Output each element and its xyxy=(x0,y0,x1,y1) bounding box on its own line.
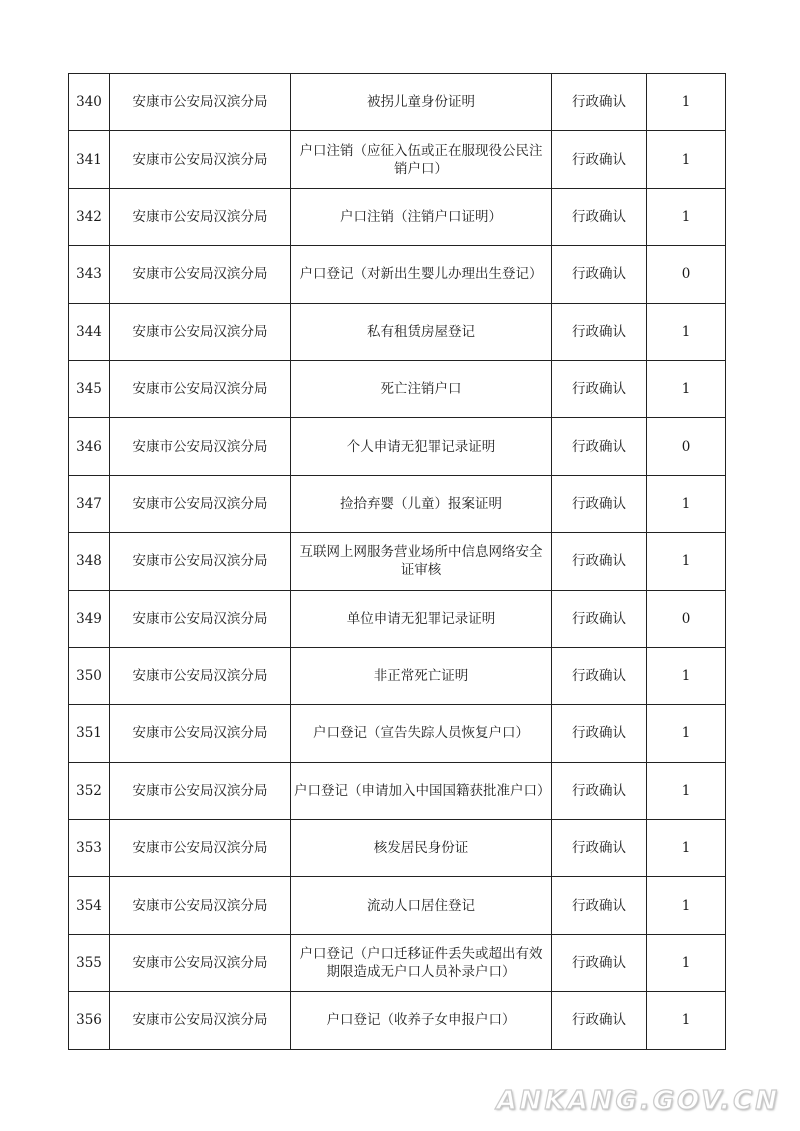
item-name-cell: 单位申请无犯罪记录证明 xyxy=(291,590,552,647)
department-cell: 安康市公安局汉滨分局 xyxy=(110,475,291,532)
item-name-cell: 户口注销（注销户口证明） xyxy=(291,188,552,245)
item-name-cell: 户口登记（户口迁移证件丢失或超出有效期限造成无户口人员补录户口） xyxy=(291,934,552,991)
count-cell: 1 xyxy=(647,877,726,934)
department-cell: 安康市公安局汉滨分局 xyxy=(110,418,291,475)
count-cell: 1 xyxy=(647,74,726,131)
count-cell: 0 xyxy=(647,590,726,647)
item-type-cell: 行政确认 xyxy=(552,877,647,934)
count-cell: 1 xyxy=(647,131,726,188)
count-cell: 1 xyxy=(647,992,726,1049)
count-cell: 1 xyxy=(647,303,726,360)
row-number-cell: 342 xyxy=(69,188,110,245)
item-name-cell: 死亡注销户口 xyxy=(291,360,552,417)
department-cell: 安康市公安局汉滨分局 xyxy=(110,705,291,762)
table-row xyxy=(69,188,726,245)
count-cell: 0 xyxy=(647,246,726,303)
row-number-cell: 347 xyxy=(69,475,110,532)
row-number-cell: 343 xyxy=(69,246,110,303)
item-type-cell: 行政确认 xyxy=(552,992,647,1049)
count-cell: 0 xyxy=(647,418,726,475)
item-type-cell: 行政确认 xyxy=(552,647,647,704)
item-type-cell: 行政确认 xyxy=(552,246,647,303)
row-number-cell: 350 xyxy=(69,647,110,704)
item-name-cell: 互联网上网服务营业场所中信息网络安全证审核 xyxy=(291,533,552,590)
item-type-cell: 行政确认 xyxy=(552,303,647,360)
row-number-cell: 345 xyxy=(69,360,110,417)
item-name-cell: 个人申请无犯罪记录证明 xyxy=(291,418,552,475)
item-type-cell: 行政确认 xyxy=(552,74,647,131)
item-name-cell: 被拐儿童身份证明 xyxy=(291,74,552,131)
item-name-cell: 非正常死亡证明 xyxy=(291,647,552,704)
department-cell: 安康市公安局汉滨分局 xyxy=(110,246,291,303)
department-cell: 安康市公安局汉滨分局 xyxy=(110,303,291,360)
row-number-cell: 348 xyxy=(69,533,110,590)
table-row xyxy=(69,934,726,991)
item-type-cell: 行政确认 xyxy=(552,418,647,475)
row-number-cell: 355 xyxy=(69,934,110,991)
count-cell: 1 xyxy=(647,705,726,762)
row-number-cell: 346 xyxy=(69,418,110,475)
department-cell: 安康市公安局汉滨分局 xyxy=(110,188,291,245)
item-name-cell: 私有租赁房屋登记 xyxy=(291,303,552,360)
table-row xyxy=(69,762,726,819)
department-cell: 安康市公安局汉滨分局 xyxy=(110,877,291,934)
item-name-cell: 户口注销（应征入伍或正在服现役公民注销户口） xyxy=(291,131,552,188)
table-row xyxy=(69,418,726,475)
count-cell: 1 xyxy=(647,475,726,532)
count-cell: 1 xyxy=(647,533,726,590)
count-cell: 1 xyxy=(647,360,726,417)
count-cell: 1 xyxy=(647,820,726,877)
row-number-cell: 351 xyxy=(69,705,110,762)
item-name-cell: 捡拾弃婴（儿童）报案证明 xyxy=(291,475,552,532)
item-type-cell: 行政确认 xyxy=(552,762,647,819)
table-row xyxy=(69,303,726,360)
table-row xyxy=(69,533,726,590)
table-row xyxy=(69,131,726,188)
department-cell: 安康市公安局汉滨分局 xyxy=(110,590,291,647)
department-cell: 安康市公安局汉滨分局 xyxy=(110,762,291,819)
item-type-cell: 行政确认 xyxy=(552,934,647,991)
table-row xyxy=(69,246,726,303)
item-type-cell: 行政确认 xyxy=(552,360,647,417)
table-row xyxy=(69,647,726,704)
count-cell: 1 xyxy=(647,762,726,819)
table-body xyxy=(69,74,726,1050)
count-cell: 1 xyxy=(647,934,726,991)
table-row xyxy=(69,992,726,1049)
item-type-cell: 行政确认 xyxy=(552,131,647,188)
item-type-cell: 行政确认 xyxy=(552,590,647,647)
department-cell: 安康市公安局汉滨分局 xyxy=(110,360,291,417)
item-name-cell: 户口登记（宣告失踪人员恢复户口） xyxy=(291,705,552,762)
row-number-cell: 354 xyxy=(69,877,110,934)
department-cell: 安康市公安局汉滨分局 xyxy=(110,533,291,590)
table-row xyxy=(69,74,726,131)
row-number-cell: 341 xyxy=(69,131,110,188)
item-name-cell: 户口登记（收养子女申报户口） xyxy=(291,992,552,1049)
row-number-cell: 352 xyxy=(69,762,110,819)
row-number-cell: 340 xyxy=(69,74,110,131)
item-type-cell: 行政确认 xyxy=(552,533,647,590)
table-row xyxy=(69,820,726,877)
table-row xyxy=(69,705,726,762)
count-cell: 1 xyxy=(647,188,726,245)
admin-confirmation-table xyxy=(68,73,726,1050)
row-number-cell: 344 xyxy=(69,303,110,360)
table-row xyxy=(69,475,726,532)
item-name-cell: 户口登记（对新出生婴儿办理出生登记） xyxy=(291,246,552,303)
item-type-cell: 行政确认 xyxy=(552,705,647,762)
department-cell: 安康市公安局汉滨分局 xyxy=(110,992,291,1049)
department-cell: 安康市公安局汉滨分局 xyxy=(110,74,291,131)
table-row xyxy=(69,360,726,417)
department-cell: 安康市公安局汉滨分局 xyxy=(110,131,291,188)
department-cell: 安康市公安局汉滨分局 xyxy=(110,934,291,991)
item-type-cell: 行政确认 xyxy=(552,475,647,532)
row-number-cell: 353 xyxy=(69,820,110,877)
row-number-cell: 349 xyxy=(69,590,110,647)
table-row xyxy=(69,590,726,647)
item-name-cell: 核发居民身份证 xyxy=(291,820,552,877)
table-row xyxy=(69,877,726,934)
site-watermark: ANKANG.GOV.CN xyxy=(496,1086,780,1116)
count-cell: 1 xyxy=(647,647,726,704)
item-type-cell: 行政确认 xyxy=(552,820,647,877)
department-cell: 安康市公安局汉滨分局 xyxy=(110,820,291,877)
item-type-cell: 行政确认 xyxy=(552,188,647,245)
row-number-cell: 356 xyxy=(69,992,110,1049)
item-name-cell: 流动人口居住登记 xyxy=(291,877,552,934)
item-name-cell: 户口登记（申请加入中国国籍获批准户口） xyxy=(291,762,552,819)
department-cell: 安康市公安局汉滨分局 xyxy=(110,647,291,704)
